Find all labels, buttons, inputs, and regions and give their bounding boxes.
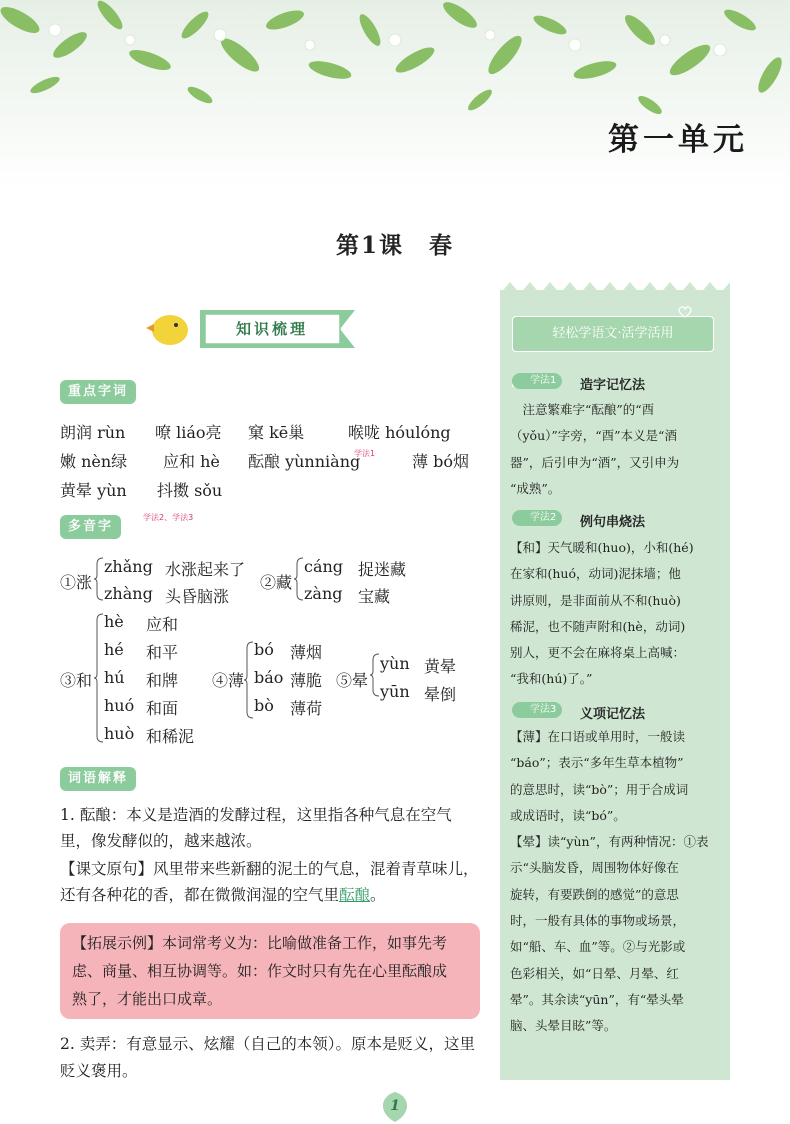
pinyin: zhàng [104,584,153,603]
example-word: 晕倒 [424,685,457,704]
method-ref: 学法1 [354,449,376,458]
pinyin: hé [104,640,124,659]
lesson-title: 第1课 春 [335,232,454,259]
word-item: 薄 bó烟 [412,452,469,471]
pinyin: bò [254,696,274,715]
method-tag: 学法1 [512,373,562,389]
example-word: 水涨起来了 [165,560,246,579]
brace [94,612,104,744]
pinyin: yūn [380,682,410,701]
word-item: 抖擞 sǒu [157,481,223,500]
example-word: 和面 [146,699,179,718]
word-item: 嘹 liáo亮 [155,423,222,442]
brace [294,556,304,602]
pinyin: yùn [380,654,410,673]
word-item: 应和 hè [163,452,220,471]
example-word: 和稀泥 [146,727,195,746]
quote-text: 还有各种花的香，都在微微润湿的空气里 [60,886,340,904]
polyphone-head: ④薄 [212,671,245,690]
definition-line: 贬义褒用。 [60,1062,138,1080]
brace [370,652,380,698]
example-word: 薄烟 [290,643,323,662]
pinyin: zàng [304,584,343,603]
extension-line: 【拓展示例】本词常考义为：比喻做准备工作，如事先考 [72,934,448,952]
polyphone-head: ③和 [60,671,93,690]
word-item: 朗润 rùn [60,423,126,442]
sidebar-line: 在家和(huó，动词)泥抹墙；他 [510,566,681,582]
word-item: 嫩 nèn绿 [60,452,128,471]
method-body [510,397,722,502]
sidebar-line: 晕”。其余读“yūn”，有“晕头晕 [510,991,684,1007]
section-tag-duoyin: 多音字 [60,515,121,539]
sidebar-line: 的意思时，读“bò”；用于合成词 [510,781,689,797]
sidebar-line: “báo”；表示“多年生草本植物” [510,755,684,771]
method-body [510,535,722,693]
word-item: 黄晕 yùn [60,481,127,500]
sidebar-line: 稀泥，也不随声附和(hè，动词) [510,618,686,634]
pinyin: zhǎng [104,557,153,576]
example-word: 捉迷藏 [358,560,407,579]
sidebar-line: “我和(hú)了。” [510,671,593,687]
definition-line: 1. 酝酿：本义是造酒的发酵过程，这里指各种气息在空气 [60,806,452,824]
method-title: 例句串烧法 [580,515,646,530]
example-word: 黄晕 [424,657,457,676]
brace [244,640,254,720]
sidebar-title: 轻松学语文·活学活用 [512,316,714,352]
sidebar-line: 【晕】读“yùn”，有两种情况：①表 [510,834,709,850]
highlight-word: 酝酿 [339,886,371,904]
word-item: 酝酿 yùnniàng [248,452,361,471]
method-ref: 学法2、学法3 [143,513,194,522]
example-word: 应和 [146,615,179,634]
quote-end: 。 [370,886,386,904]
bird-icon [152,315,188,345]
heart-icon [678,306,692,318]
unit-title: 第一单元 [608,122,748,158]
definition-line: 里，像发酵似的，越来越浓。 [60,832,262,850]
pinyin: báo [254,668,284,687]
sidebar-line: 【薄】在口语或单用时，一般读 [510,729,686,744]
pinyin: hè [104,612,124,631]
leaf-banner [0,0,790,190]
sidebar-line: 色彩相关，如“日晕、月晕、红 [510,965,679,981]
sidebar-line: 讲原则，是非面前从不和(huò) [510,592,681,608]
sidebar-line: 时，一般有具体的事物或场景， [510,913,686,929]
sidebar-line: 器”，后引申为“酒”，又引申为 [510,454,680,470]
word-item: 喉咙 hóulóng [348,423,451,442]
sidebar-line: 示“头脑发昏，周围物体好像在 [510,860,679,876]
method-body [510,724,722,1040]
knowledge-banner-label: 知识梳理 [235,320,308,338]
section-tag-ciyu: 词语解释 [60,767,136,791]
sidebar-line: 【和】天气暖和(huo)，小和(hé) [510,540,694,555]
polyphone-head: ②藏 [260,573,293,592]
quote-line: 【课文原句】风里带来些新翻的泥土的气息，混着青草味儿， [60,860,479,878]
example-word: 薄荷 [290,699,323,718]
sidebar-line: 脑、头晕目眩”等。 [510,1018,617,1034]
pinyin: cáng [304,557,344,576]
sidebar-line: 注意繁难字“酝酿”的“酉 [510,402,655,417]
example-word: 薄脆 [290,671,323,690]
pinyin: hú [104,668,125,687]
section-tag-zhongdian: 重点字词 [60,380,136,404]
example-word: 宝藏 [358,587,391,606]
sidebar-line: 旋转，有要跌倒的感觉”的意思 [510,886,679,902]
example-word: 和牌 [146,671,179,690]
sidebar-line: （yǒu）”字旁，“酉”本义是“酒 [510,428,677,444]
definition-line: 2. 卖弄：有意显示、炫耀（自己的本领）。原本是贬义，这里 [60,1035,475,1053]
extension-line: 虑、商量、相互协调等。如：作文时只有先在心里酝酿成 [72,962,448,980]
pinyin: bó [254,640,274,659]
brace [94,556,104,602]
example-word: 和平 [146,643,179,662]
polyphone-head: ①涨 [60,573,93,592]
sidebar-line: “成熟”。 [510,480,561,496]
sidebar-line: 别人，更不会在麻将桌上高喊： [510,645,686,661]
polyphone-head: ⑤晕 [336,671,369,690]
method-tag: 学法3 [512,702,562,718]
pinyin: huò [104,724,135,743]
method-tag: 学法2 [512,510,562,526]
sidebar-line: 如“船、车、血”等。②与光影或 [510,939,686,955]
sidebar-line: 或成语时，读“bó”。 [510,807,626,823]
method-title: 义项记忆法 [580,707,646,722]
example-word: 头昏脑涨 [165,587,230,606]
sidebar-zigzag [500,282,730,294]
word-item: 窠 kē巢 [248,423,305,442]
method-title: 造字记忆法 [580,378,646,393]
pinyin: huó [104,696,135,715]
extension-line: 熟了，才能出口成章。 [72,990,223,1008]
quote-line [60,883,386,905]
page-number: 1 [390,1098,400,1114]
